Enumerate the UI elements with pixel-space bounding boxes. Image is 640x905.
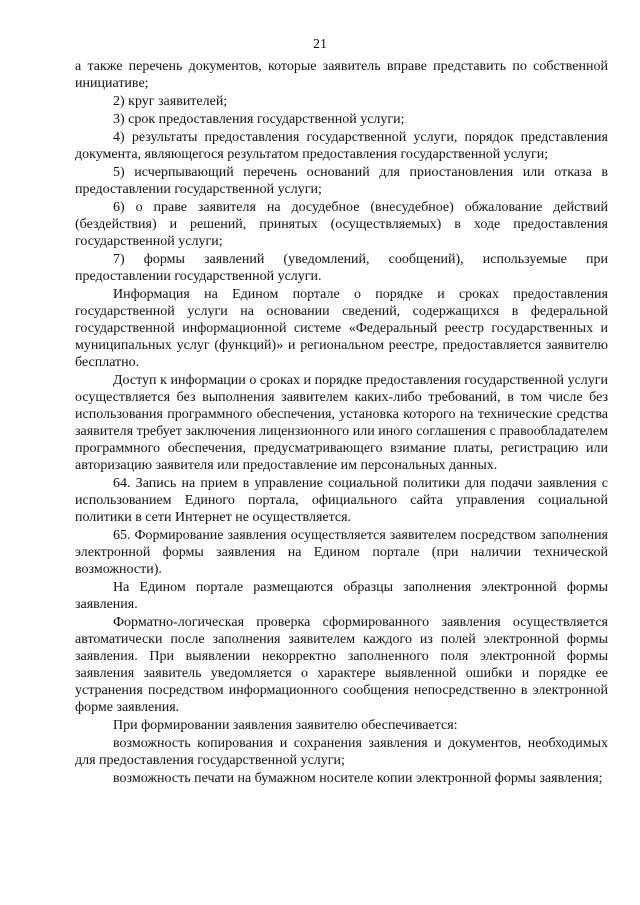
paragraph-4: 4) результаты предоставления государственной услуги, порядок представления документа, являющегося результатом предоставления государственной услуги; <box>75 130 608 162</box>
paragraph-11: 65. Формирование заявления осуществляется заявителем посредством заполнения электронной формы заявления на Едином портале (при наличии технической возможности). <box>75 528 608 577</box>
paragraph-7: 7) формы заявлений (уведомлений, сообщений), используемые при предоставлении государственной услуги. <box>75 252 608 284</box>
paragraph-14: При формировании заявления заявителю обеспечивается: <box>113 718 458 733</box>
paragraph-5: 5) исчерпывающий перечень оснований для приостановления или отказа в предоставлении государственной услуги; <box>75 165 608 197</box>
paragraph-13: Форматно-логическая проверка сформированного заявления осуществляется автоматически после заполнения заявителем каждого из полей электронной формы заявления. При выявлении некорректно заполненного поля электронной формы заявления заявитель уведомляется о характере выявленной ошибки и порядке ее устранения посредством информационного сообщения непосредственно в электронной форме заявления. <box>75 615 608 715</box>
paragraph-9: Доступ к информации о сроках и порядке предоставления государственной услуги осуществляется без выполнения заявителем каких-либо требований, в том числе без использования программного обеспечения, установка которого на технические средства заявителя требует заключения лицензионного или иного соглашения с правообладателем программного обеспечения, предусматривающего взимание платы, регистрацию или авторизацию заявителя или предоставление им персональных данных. <box>75 373 608 473</box>
paragraph-16: возможность печати на бумажном носителе копии электронной формы заявления; <box>113 771 603 786</box>
paragraph-12: На Едином портале размещаются образцы заполнения электронной формы заявления. <box>75 580 608 612</box>
paragraph-6: 6) о праве заявителя на досудебное (внесудебное) обжалование действий (бездействия) и решений, принятых (осуществляемых) в ходе предоставления государственной услуги; <box>75 200 608 249</box>
document-body <box>75 58 608 788</box>
page-number: 21 <box>313 37 327 52</box>
paragraph-15: возможность копирования и сохранения заявления и документов, необходимых для предоставления государственной услуги; <box>75 736 608 768</box>
paragraph-10: 64. Запись на прием в управление социальной политики для подачи заявления с использованием Единого портала, официального сайта управления социальной политики в сети Интернет не осуществляется. <box>75 476 608 525</box>
paragraph-1: а также перечень документов, которые заявитель вправе представить по собственной инициативе; <box>75 59 608 91</box>
paragraph-8: Информация на Едином портале о порядке и сроках предоставления государственной услуги на основании сведений, содержащихся в федеральной государственной информационной системе «Федеральный реестр государственных и муниципальных услуг (функций)» и региональном реестре, предоставляется заявителю бесплатно. <box>75 287 608 370</box>
paragraph-2: 2) круг заявителей; <box>113 94 228 109</box>
paragraph-3: 3) срок предоставления государственной услуги; <box>113 112 405 127</box>
